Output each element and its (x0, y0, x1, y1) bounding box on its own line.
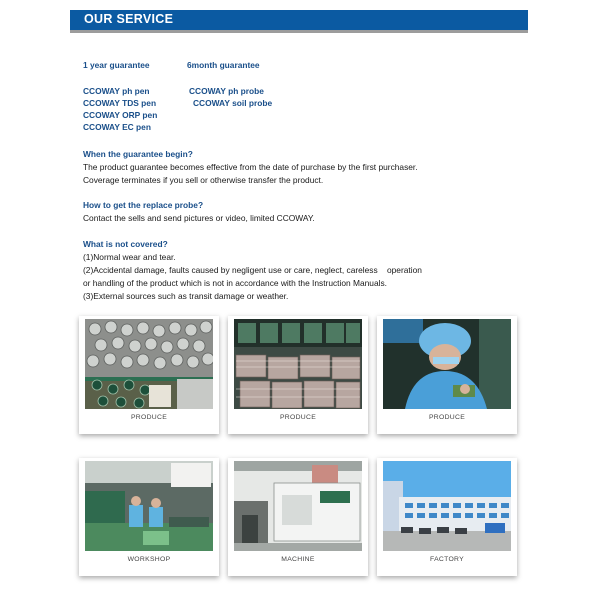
gallery-caption: WORKSHOP (127, 556, 171, 563)
section-heading: When the guarantee begin? (83, 149, 193, 159)
guarantee-heading-6month: 6month guarantee (187, 60, 260, 70)
section-line: Coverage terminates if you sell or otherwise transfer the product. (83, 175, 324, 185)
gallery-card (228, 316, 368, 434)
product-item: CCOWAY ph pen (83, 86, 150, 96)
photo-machine (234, 461, 362, 551)
banner-title: OUR SERVICE (84, 12, 174, 26)
photo-workshop (85, 461, 213, 551)
product-item: CCOWAY TDS pen (83, 98, 157, 108)
guarantee-heading-1year: 1 year guarantee (83, 60, 150, 70)
gallery-caption: PRODUCE (130, 414, 168, 421)
gallery-card (228, 458, 368, 576)
product-item: CCOWAY ORP pen (83, 110, 158, 120)
photo-worker-assembling (383, 319, 511, 409)
photo-factory (383, 461, 511, 551)
gallery-caption: MACHINE (281, 556, 315, 563)
gallery-card (377, 316, 517, 434)
gallery-caption: FACTORY (430, 556, 464, 563)
probe-item: CCOWAY soil probe (193, 98, 273, 108)
section-banner (70, 10, 528, 33)
section-line: The product guarantee becomes effective from the date of purchase by the first purchaser. (83, 162, 418, 172)
section-line: (3)External sources such as transit damage or weather. (83, 291, 289, 301)
photo-stacked-boards (234, 319, 362, 409)
probe-item: CCOWAY ph probe (189, 86, 264, 96)
section-line: (1)Normal wear and tear. (83, 252, 176, 262)
photo-metal-parts (85, 319, 213, 409)
gallery-card (377, 458, 517, 576)
section-line: (2)Accidental damage, faults caused by negligent use or care, neglect, careless operation (83, 265, 422, 275)
gallery-card (79, 316, 219, 434)
section-line: Contact the sells and send pictures or video, limited CCOWAY. (83, 213, 315, 223)
gallery-card (79, 458, 219, 576)
gallery-caption: PRODUCE (428, 414, 466, 421)
section-line: or handling of the product which is not in accordance with the Instruction Manuals. (83, 278, 387, 288)
section-heading: How to get the replace probe? (83, 200, 204, 210)
section-heading: What is not covered? (83, 239, 168, 249)
product-item: CCOWAY EC pen (83, 122, 151, 132)
gallery-caption: PRODUCE (279, 414, 317, 421)
